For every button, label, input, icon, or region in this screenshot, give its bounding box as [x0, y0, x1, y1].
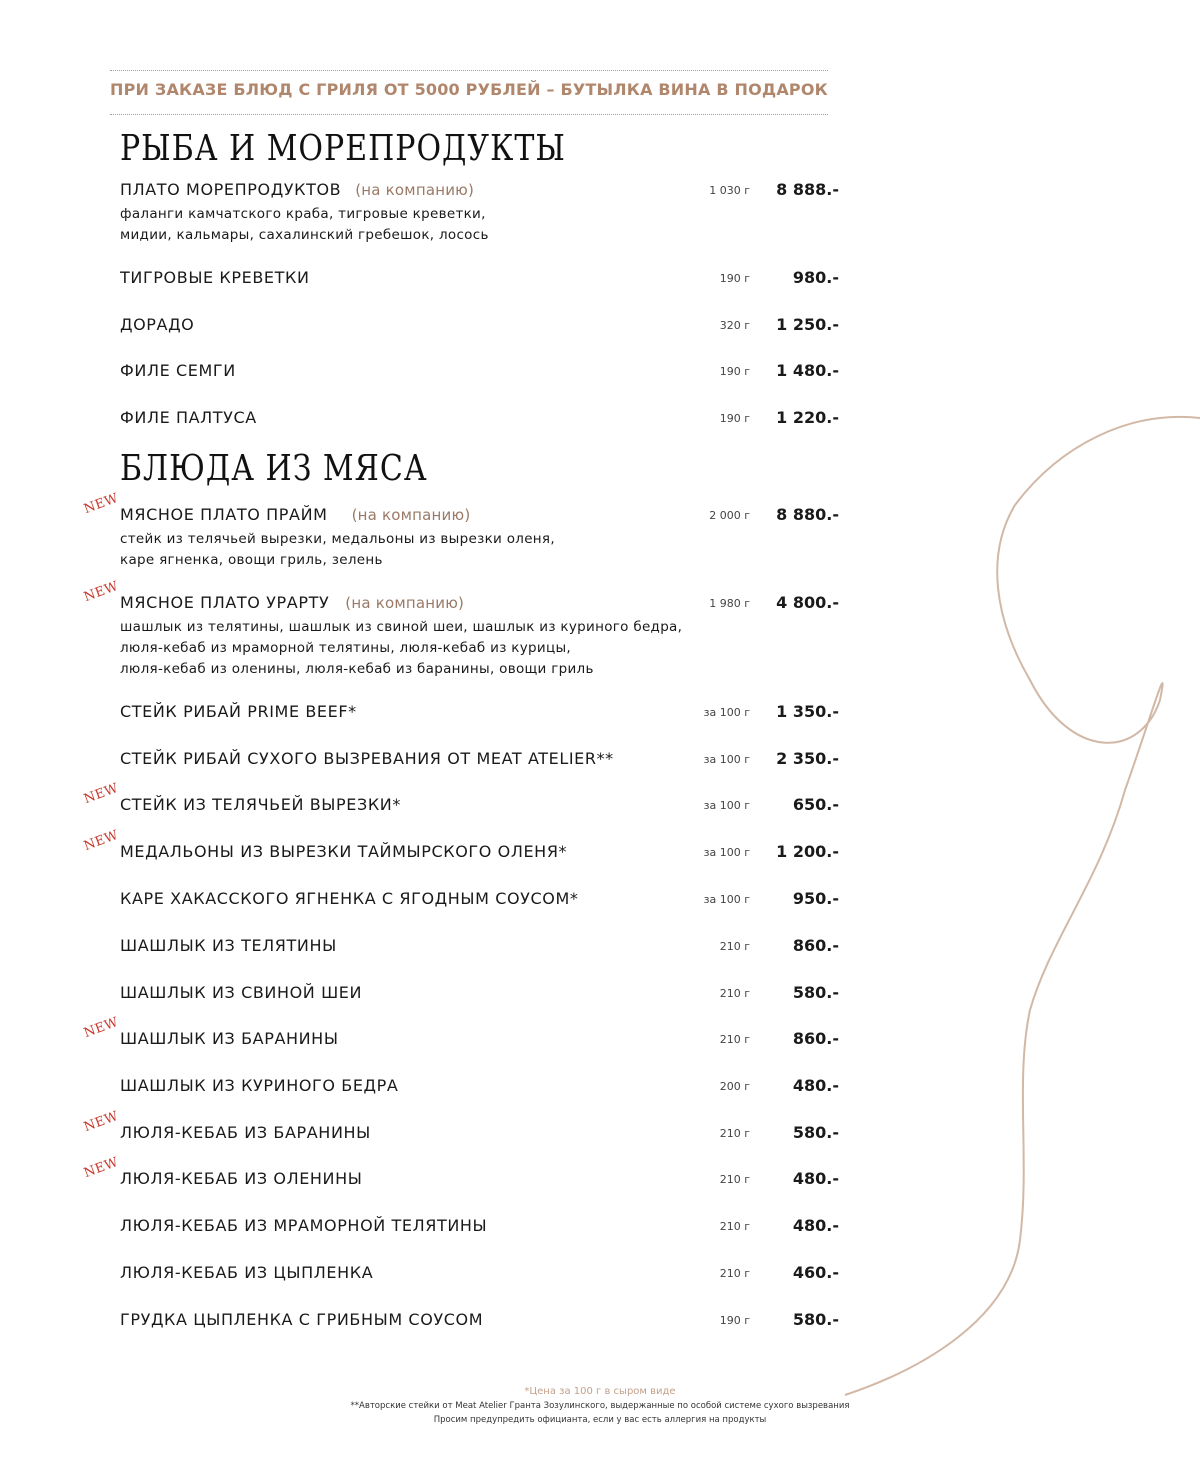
section-title-meat: БЛЮДА ИЗ МЯСА [120, 448, 428, 490]
item-weight: за 100 г [703, 706, 750, 719]
item-description [120, 529, 555, 571]
item-name: ФИЛЕ СЕМГИ [120, 361, 236, 380]
item-description-line: люля-кебаб из оленины, люля-кебаб из баранины, овощи гриль [120, 661, 594, 677]
item-name: МЯСНОЕ ПЛАТО ПРАЙМ (на компанию) [120, 505, 471, 524]
item-name: ЛЮЛЯ-КЕБАБ ИЗ ЦЫПЛЕНКА [120, 1263, 374, 1282]
item-name: ЛЮЛЯ-КЕБАБ ИЗ ОЛЕНИНЫ [120, 1169, 363, 1188]
item-price: 1 250.- [776, 315, 839, 334]
item-weight: за 100 г [703, 799, 750, 812]
item-weight: 210 г [719, 1127, 750, 1140]
item-description-line: фаланги камчатского краба, тигровые креветки, [120, 206, 486, 222]
item-name: ГРУДКА ЦЫПЛЕНКА С ГРИБНЫМ СОУСОМ [120, 1310, 484, 1329]
item-weight: 190 г [719, 272, 750, 285]
item-weight: 210 г [719, 940, 750, 953]
item-weight: 190 г [719, 1314, 750, 1327]
item-description-line: шашлык из телятины, шашлык из свиной шеи, шашлык из куриного бедра, [120, 619, 683, 635]
promo-divider-bottom [110, 114, 828, 115]
footnotes [0, 1384, 1200, 1427]
item-price: 4 800.- [776, 593, 839, 612]
item-price: 1 200.- [776, 842, 839, 861]
item-price: 1 350.- [776, 702, 839, 721]
item-price: 580.- [792, 1310, 839, 1329]
item-description-line: люля-кебаб из мраморной телятины, люля-кебаб из курицы, [120, 640, 572, 656]
item-weight: 1 030 г [709, 184, 750, 197]
item-weight: 210 г [719, 1173, 750, 1186]
item-price: 860.- [792, 936, 839, 955]
item-name: СТЕЙК ИЗ ТЕЛЯЧЬЕЙ ВЫРЕЗКИ* [120, 795, 401, 814]
item-weight: за 100 г [703, 893, 750, 906]
item-price: 980.- [792, 268, 839, 287]
item-name: ПЛАТО МОРЕПРОДУКТОВ (на компанию) [120, 180, 475, 199]
item-weight: 210 г [719, 987, 750, 1000]
section-title-fish: РЫБА И МОРЕПРОДУКТЫ [120, 128, 566, 170]
item-price: 8 888.- [776, 180, 839, 199]
item-weight: 2 000 г [709, 509, 750, 522]
item-description-line: каре ягненка, овощи гриль, зелень [120, 552, 383, 568]
item-description [120, 617, 682, 680]
item-description-line: стейк из телячьей вырезки, медальоны из вырезки оленя, [120, 531, 555, 547]
item-price: 950.- [792, 889, 839, 908]
new-badge: NEW [82, 1154, 121, 1182]
new-badge: NEW [82, 490, 121, 518]
item-price: 650.- [792, 795, 839, 814]
decorative-curve-line [845, 417, 1200, 1395]
item-weight: 210 г [719, 1267, 750, 1280]
new-badge: NEW [82, 827, 121, 855]
item-name: ТИГРОВЫЕ КРЕВЕТКИ [120, 268, 310, 287]
item-price: 8 880.- [776, 505, 839, 524]
item-name: ШАШЛЫК ИЗ КУРИНОГО БЕДРА [120, 1076, 399, 1095]
item-weight: 210 г [719, 1033, 750, 1046]
item-weight: 210 г [719, 1220, 750, 1233]
item-name: СТЕЙК РИБАЙ PRIME BEEF* [120, 702, 357, 721]
item-name: ДОРАДО [120, 315, 195, 334]
item-description-line: мидии, кальмары, сахалинский гребешок, лосось [120, 227, 489, 243]
item-name: ШАШЛЫК ИЗ БАРАНИНЫ [120, 1029, 339, 1048]
item-name: ЛЮЛЯ-КЕБАБ ИЗ МРАМОРНОЙ ТЕЛЯТИНЫ [120, 1216, 488, 1235]
item-weight: 1 980 г [709, 597, 750, 610]
promo-banner: ПРИ ЗАКАЗЕ БЛЮД С ГРИЛЯ ОТ 5000 РУБЛЕЙ – БУТЫЛКА ВИНА В ПОДАРОК [110, 80, 828, 99]
item-name: ШАШЛЫК ИЗ ТЕЛЯТИНЫ [120, 936, 337, 955]
item-price: 1 220.- [776, 408, 839, 427]
item-note: (на компанию) [351, 506, 471, 524]
item-weight: за 100 г [703, 753, 750, 766]
item-name: ФИЛЕ ПАЛТУСА [120, 408, 257, 427]
item-price: 580.- [792, 983, 839, 1002]
item-description [120, 204, 489, 246]
new-badge: NEW [82, 578, 121, 606]
item-price: 480.- [792, 1216, 839, 1235]
item-price: 1 480.- [776, 361, 839, 380]
item-weight: за 100 г [703, 846, 750, 859]
item-weight: 320 г [719, 319, 750, 332]
item-price: 480.- [792, 1076, 839, 1095]
item-name: КАРЕ ХАКАССКОГО ЯГНЕНКА С ЯГОДНЫМ СОУСОМ* [120, 889, 579, 908]
item-name: СТЕЙК РИБАЙ СУХОГО ВЫЗРЕВАНИЯ ОТ MEAT ATELIER** [120, 749, 614, 768]
new-badge: NEW [82, 1014, 121, 1042]
item-name: МЯСНОЕ ПЛАТО УРАРТУ (на компанию) [120, 593, 465, 612]
item-weight: 190 г [719, 365, 750, 378]
item-weight: 190 г [719, 412, 750, 425]
item-price: 2 350.- [776, 749, 839, 768]
item-note: (на компанию) [345, 594, 465, 612]
item-note: (на компанию) [355, 181, 475, 199]
new-badge: NEW [82, 1108, 121, 1136]
item-price: 480.- [792, 1169, 839, 1188]
item-name: ШАШЛЫК ИЗ СВИНОЙ ШЕИ [120, 983, 363, 1002]
item-price: 460.- [792, 1263, 839, 1282]
item-weight: 200 г [719, 1080, 750, 1093]
item-name: МЕДАЛЬОНЫ ИЗ ВЫРЕЗКИ ТАЙМЫРСКОГО ОЛЕНЯ* [120, 842, 568, 861]
item-price: 860.- [792, 1029, 839, 1048]
footnote-raw-price: *Цена за 100 г в сыром виде [524, 1386, 676, 1397]
promo-divider-top [110, 70, 828, 71]
new-badge: NEW [82, 780, 121, 808]
footnote-dry-aged: **Авторские стейки от Meat Atelier Гранта Зозулинского, выдержанные по особой системе сухого вызревания [350, 1401, 850, 1411]
item-price: 580.- [792, 1123, 839, 1142]
footnote-allergy: Просим предупредить официанта, если у вас есть аллергия на продукты [433, 1415, 767, 1425]
item-name: ЛЮЛЯ-КЕБАБ ИЗ БАРАНИНЫ [120, 1123, 371, 1142]
